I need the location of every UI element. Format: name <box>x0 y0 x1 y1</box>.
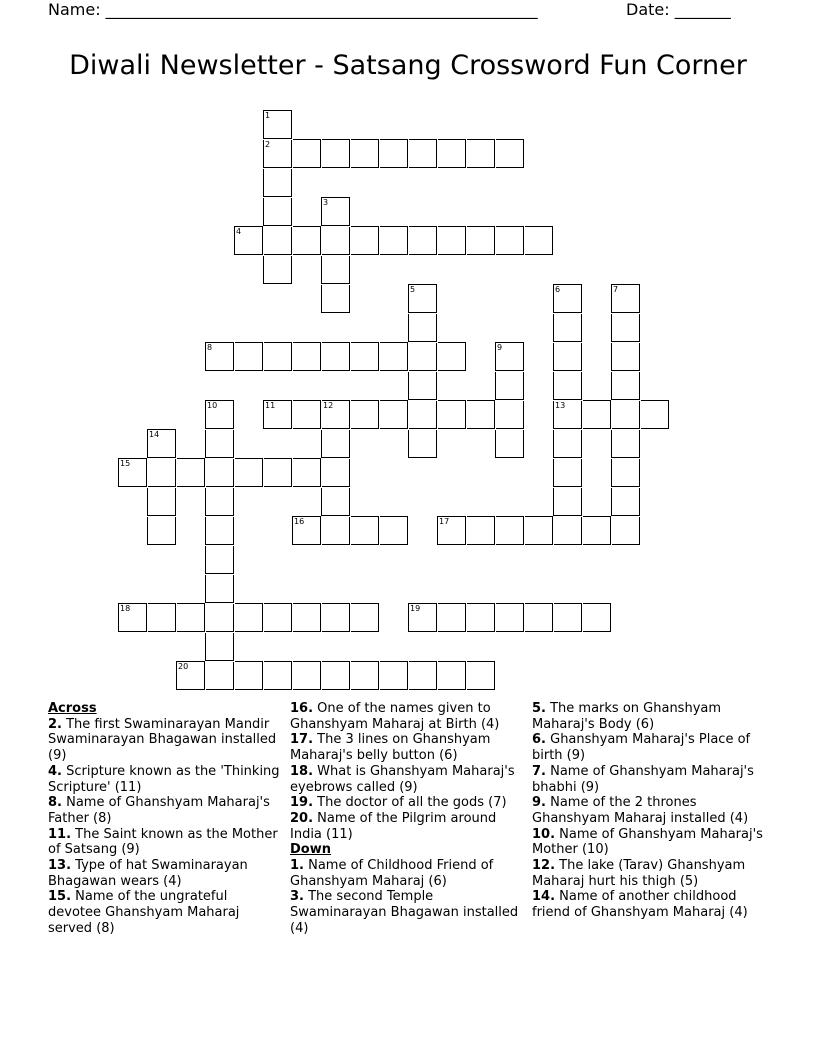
grid-cell[interactable] <box>206 604 234 632</box>
grid-cell[interactable] <box>321 197 350 226</box>
clue-text: Name of another childhood friend of Ghanshyam Maharaj (4) <box>532 889 748 921</box>
grid-cell[interactable] <box>205 517 234 545</box>
grid-cell[interactable] <box>496 139 524 168</box>
grid-cell[interactable] <box>293 400 321 429</box>
grid-cell[interactable] <box>409 401 437 429</box>
grid-cell[interactable] <box>321 430 350 458</box>
clue-item <box>48 889 280 936</box>
grid-cell[interactable] <box>525 226 553 255</box>
clue-number-label: 2. <box>48 716 62 732</box>
clue-text: The first Swaminarayan Mandir Swaminarayan Bhagawan installed (9) <box>48 716 277 764</box>
grid-cell[interactable] <box>553 372 582 400</box>
clue-number: 4 <box>236 227 242 236</box>
clue-text: The second Temple Swaminarayan Bhagawan installed (4) <box>290 889 519 936</box>
grid-cell[interactable] <box>264 661 292 690</box>
grid-cell[interactable] <box>438 226 466 255</box>
clue-item <box>48 717 280 764</box>
grid-cell[interactable] <box>612 517 640 545</box>
grid-cell[interactable] <box>205 342 234 371</box>
clue-text: Type of hat Swaminarayan Bhagawan wears (4) <box>48 858 248 889</box>
grid-cell[interactable] <box>495 430 524 458</box>
clue-number: 15 <box>120 459 131 468</box>
grid-cell[interactable] <box>205 400 234 429</box>
grid-cell[interactable] <box>496 516 524 545</box>
clue-number: 2 <box>265 140 271 149</box>
grid-cell[interactable] <box>351 603 379 632</box>
grid-cell[interactable] <box>351 342 379 371</box>
grid-cell[interactable] <box>496 603 524 632</box>
grid-cell[interactable] <box>147 429 176 458</box>
grid-cell[interactable] <box>611 314 640 342</box>
grid-cell[interactable] <box>321 256 350 284</box>
clue-text: Name of Ghanshyam Maharaj's Father (8) <box>48 795 270 826</box>
grid-cell[interactable] <box>206 662 234 690</box>
grid-cell[interactable] <box>467 661 495 690</box>
clue-text: Name of Ghanshyam Maharaj's Mother (10) <box>532 826 763 858</box>
grid-cell[interactable] <box>553 343 582 371</box>
clue-number: 20 <box>178 662 189 671</box>
grid-cell[interactable] <box>148 459 176 487</box>
clue-text: The Saint known as the Mother of Satsang (9) <box>48 826 278 858</box>
clue-number: 8 <box>207 343 213 352</box>
clue-item <box>48 827 280 858</box>
grid-cell[interactable] <box>553 401 582 429</box>
grid-cell[interactable] <box>322 139 350 168</box>
grid-cell[interactable] <box>263 140 292 168</box>
clue-item <box>532 701 772 732</box>
grid-cell[interactable] <box>496 401 524 429</box>
date-field[interactable]: Date: _______ <box>626 0 731 19</box>
grid-cell[interactable] <box>322 459 350 487</box>
grid-cell[interactable] <box>177 458 205 487</box>
grid-cell[interactable] <box>322 517 350 545</box>
clue-item <box>290 889 522 936</box>
clue-item <box>290 858 522 889</box>
clue-number-label: 8. <box>48 795 62 811</box>
clue-item <box>290 811 522 842</box>
grid-cell[interactable] <box>205 430 234 458</box>
clue-number: 18 <box>120 604 131 613</box>
grid-cell[interactable] <box>467 226 495 255</box>
clue-text: The doctor of all the gods (7) <box>313 795 507 811</box>
grid-cell[interactable] <box>321 285 350 313</box>
grid-cell[interactable] <box>148 603 176 632</box>
clue-text: The 3 lines on Ghanshyam Maharaj's belly button (6) <box>290 732 491 764</box>
clue-column-1 <box>48 701 280 937</box>
clue-text: Name of Childhood Friend of Ghanshyam Maharaj (6) <box>290 858 494 889</box>
grid-cell[interactable] <box>467 400 495 429</box>
clue-item <box>290 701 522 732</box>
clue-item <box>290 764 522 795</box>
clue-number-label: 3. <box>290 889 304 905</box>
grid-cell[interactable] <box>321 488 350 516</box>
clue-number: 9 <box>497 343 503 352</box>
clue-number: 12 <box>323 401 334 410</box>
grid-cell[interactable] <box>496 226 524 255</box>
grid-cell[interactable] <box>322 342 350 371</box>
section-heading: Down <box>290 842 331 858</box>
grid-cell[interactable] <box>612 401 640 429</box>
grid-cell[interactable] <box>351 661 379 690</box>
clue-text: Scripture known as the 'Thinking Scripture' (11) <box>48 763 280 795</box>
grid-cell[interactable] <box>235 458 263 487</box>
clue-number-label: 10. <box>532 826 556 842</box>
grid-cell[interactable] <box>408 430 437 458</box>
clue-text: One of the names given to Ghanshyam Maharaj at Birth (4) <box>290 701 500 732</box>
grid-cell[interactable] <box>409 661 437 690</box>
clue-item <box>532 732 772 763</box>
grid-cell[interactable] <box>205 546 234 574</box>
grid-cell[interactable] <box>380 139 408 168</box>
clue-item <box>532 827 772 858</box>
grid-cell[interactable] <box>611 459 640 487</box>
clue-number-label: 11. <box>48 826 72 842</box>
grid-cell[interactable] <box>293 458 321 487</box>
grid-cell[interactable] <box>177 603 205 632</box>
grid-cell[interactable] <box>408 314 437 342</box>
clue-number-label: 1. <box>290 858 304 874</box>
grid-cell[interactable] <box>409 226 437 255</box>
grid-cell[interactable] <box>409 139 437 168</box>
grid-cell[interactable] <box>264 227 292 255</box>
grid-cell[interactable] <box>264 458 292 487</box>
grid-cell[interactable] <box>293 661 321 690</box>
clue-number-label: 20. <box>290 810 314 826</box>
clue-item <box>48 795 280 826</box>
grid-cell[interactable] <box>322 661 350 690</box>
grid-cell[interactable] <box>408 603 437 632</box>
clue-number: 10 <box>207 401 218 410</box>
page-title: Diwali Newsletter - Satsang Crossword Fun Corner <box>69 50 747 81</box>
clue-column-2 <box>290 701 522 937</box>
clue-item <box>532 795 772 826</box>
clue-number: 7 <box>613 285 619 294</box>
clue-number: 11 <box>265 401 276 410</box>
clue-item <box>532 889 772 920</box>
grid-cell[interactable] <box>118 603 147 632</box>
clue-number-label: 4. <box>48 763 62 779</box>
grid-cell[interactable] <box>583 400 611 429</box>
grid-cell[interactable] <box>438 139 466 168</box>
grid-cell[interactable] <box>235 603 263 632</box>
grid-cell[interactable] <box>553 314 582 342</box>
clue-text: Name of Ghanshyam Maharaj's bhabhi (9) <box>532 763 754 795</box>
clue-number-label: 6. <box>532 732 546 748</box>
grid-cell[interactable] <box>554 603 582 632</box>
clue-item <box>532 858 772 889</box>
grid-cell[interactable] <box>205 633 234 661</box>
clue-number-label: 13. <box>48 858 72 874</box>
grid-cell[interactable] <box>351 516 379 545</box>
clue-number-label: 9. <box>532 795 546 811</box>
clue-number-label: 15. <box>48 889 72 905</box>
grid-cell[interactable] <box>322 400 350 429</box>
grid-cell[interactable] <box>525 516 553 545</box>
grid-cell[interactable] <box>467 603 495 632</box>
clue-number: 16 <box>294 517 305 526</box>
grid-cell[interactable] <box>495 342 524 371</box>
clue-column-3 <box>532 701 772 921</box>
grid-cell[interactable] <box>525 603 553 632</box>
clue-number: 19 <box>410 604 421 613</box>
grid-cell[interactable] <box>380 516 408 545</box>
grid-cell[interactable] <box>293 226 321 255</box>
clue-text: The marks on Ghanshyam Maharaj's Body (6) <box>532 701 722 732</box>
clue-number: 3 <box>323 198 329 207</box>
grid-cell[interactable] <box>322 603 350 632</box>
clue-item <box>290 795 522 811</box>
clue-text: The lake (Tarav) Ghanshyam Maharaj hurt his thigh (5) <box>532 858 746 889</box>
clue-number: 17 <box>439 517 450 526</box>
grid-cell[interactable] <box>380 226 408 255</box>
grid-cell[interactable] <box>205 575 234 603</box>
grid-cell[interactable] <box>380 400 408 429</box>
grid-cell[interactable] <box>293 139 321 168</box>
clue-item <box>48 858 280 889</box>
grid-cell[interactable] <box>408 284 437 313</box>
clue-number: 6 <box>555 285 561 294</box>
clue-item <box>48 764 280 795</box>
grid-cell[interactable] <box>553 430 582 458</box>
grid-cell[interactable] <box>437 516 466 545</box>
grid-cell[interactable] <box>263 169 292 197</box>
grid-cell[interactable] <box>467 139 495 168</box>
grid-cell[interactable] <box>351 226 379 255</box>
clue-number: 13 <box>555 401 566 410</box>
grid-cell[interactable] <box>351 400 379 429</box>
grid-cell[interactable] <box>553 488 582 516</box>
grid-cell[interactable] <box>380 342 408 371</box>
grid-cell[interactable] <box>263 256 292 284</box>
grid-cell[interactable] <box>235 661 263 690</box>
grid-cell[interactable] <box>583 516 611 545</box>
clue-number-label: 5. <box>532 701 546 716</box>
grid-cell[interactable] <box>118 458 147 487</box>
grid-cell[interactable] <box>408 372 437 400</box>
grid-cell[interactable] <box>351 139 379 168</box>
grid-cell[interactable] <box>292 516 321 545</box>
grid-cell[interactable] <box>205 488 234 516</box>
grid-cell[interactable] <box>380 661 408 690</box>
grid-cell[interactable] <box>263 110 292 139</box>
grid-cell[interactable] <box>611 372 640 400</box>
clue-text: Name of the 2 thrones Ghanshyam Maharaj installed (4) <box>532 795 749 826</box>
clue-number-label: 12. <box>532 858 556 874</box>
grid-cell[interactable] <box>495 372 524 400</box>
section-heading: Across <box>48 701 97 716</box>
grid-cell[interactable] <box>293 342 321 371</box>
grid-cell[interactable] <box>438 342 466 371</box>
grid-cell[interactable] <box>583 603 611 632</box>
grid-cell[interactable] <box>147 488 176 516</box>
grid-cell[interactable] <box>235 342 263 371</box>
grid-cell[interactable] <box>438 400 466 429</box>
grid-cell[interactable] <box>611 284 640 313</box>
grid-cell[interactable] <box>234 226 263 255</box>
clue-number: 5 <box>410 285 416 294</box>
clue-text: Name of the Pilgrim around India (11) <box>290 810 497 842</box>
grid-cell[interactable] <box>263 198 292 226</box>
grid-cell[interactable] <box>641 400 669 429</box>
clue-number: 1 <box>265 111 271 120</box>
grid-cell[interactable] <box>554 517 582 545</box>
clue-number-label: 14. <box>532 889 556 905</box>
grid-cell[interactable] <box>293 603 321 632</box>
clue-number-label: 7. <box>532 763 546 779</box>
clue-number-label: 17. <box>290 732 314 748</box>
clue-item <box>290 732 522 763</box>
clue-number-label: 16. <box>290 701 314 716</box>
clue-item <box>532 764 772 795</box>
clue-number: 14 <box>149 430 160 439</box>
grid-cell[interactable] <box>264 603 292 632</box>
grid-cell[interactable] <box>176 661 205 690</box>
clue-text: What is Ghanshyam Maharaj's eyebrows called (9) <box>290 763 515 795</box>
grid-cell[interactable] <box>553 459 582 487</box>
grid-cell[interactable] <box>409 343 437 371</box>
name-field[interactable]: Name: ______________________________________________________ <box>48 0 538 19</box>
grid-cell[interactable] <box>438 603 466 632</box>
clue-number-label: 18. <box>290 763 314 779</box>
grid-cell[interactable] <box>611 343 640 371</box>
grid-cell[interactable] <box>467 516 495 545</box>
grid-cell[interactable] <box>264 342 292 371</box>
clue-text: Ghanshyam Maharaj's Place of birth (9) <box>532 732 751 764</box>
grid-cell[interactable] <box>611 488 640 516</box>
grid-cell[interactable] <box>611 430 640 458</box>
grid-cell[interactable] <box>438 661 466 690</box>
clue-text: Name of the ungrateful devotee Ghanshyam Maharaj served (8) <box>48 889 240 936</box>
grid-cell[interactable] <box>553 284 582 313</box>
grid-cell[interactable] <box>147 517 176 545</box>
grid-cell[interactable] <box>206 459 234 487</box>
clue-number-label: 19. <box>290 795 314 811</box>
grid-cell[interactable] <box>322 227 350 255</box>
grid-cell[interactable] <box>263 400 292 429</box>
